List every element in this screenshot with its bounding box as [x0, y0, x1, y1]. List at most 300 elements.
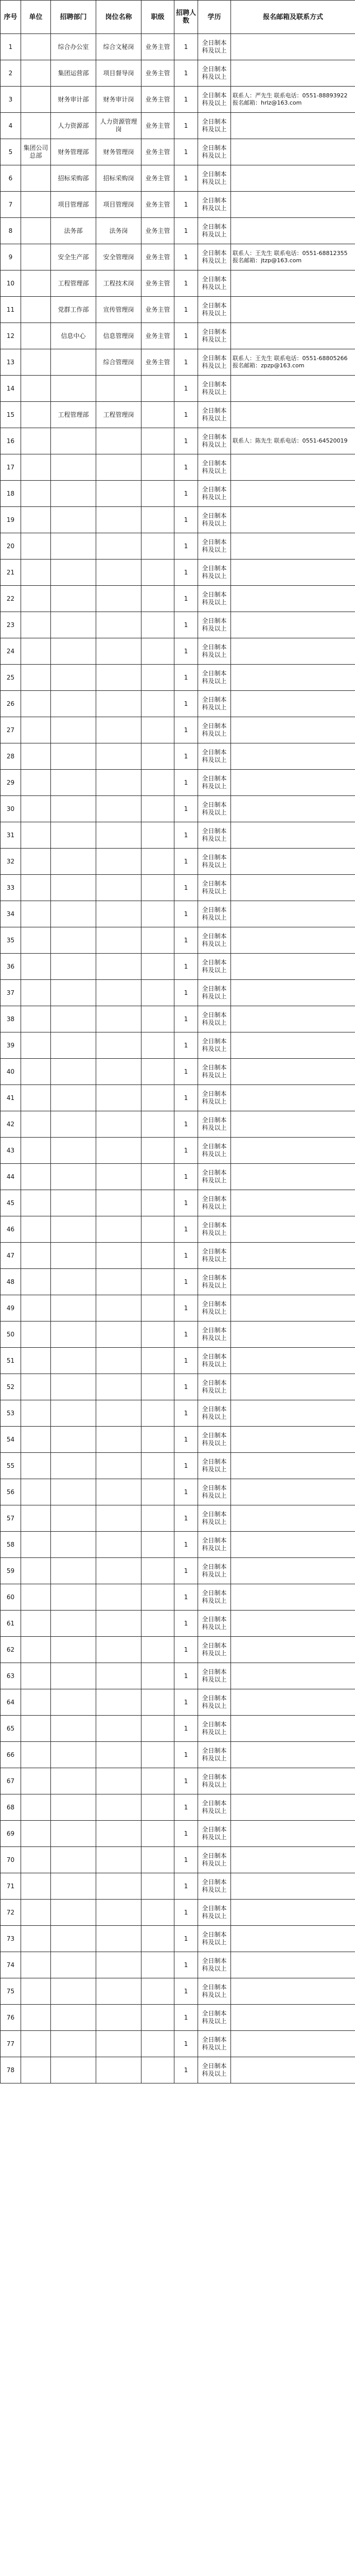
cell-unit — [21, 1400, 51, 1427]
cell-dept — [51, 1558, 96, 1584]
cell-unit — [21, 1716, 51, 1742]
cell-contact — [231, 1453, 355, 1479]
cell-level — [141, 1794, 174, 1821]
cell-unit — [21, 2005, 51, 2031]
cell-count: 1 — [174, 1453, 198, 1479]
cell-count: 1 — [174, 192, 198, 218]
cell-count: 1 — [174, 1689, 198, 1716]
cell-unit — [21, 1321, 51, 1348]
cell-edu: 全日制本科及以上 — [198, 376, 231, 402]
cell-edu: 全日制本科及以上 — [198, 901, 231, 927]
cell-edu: 全日制本科及以上 — [198, 1978, 231, 2005]
cell-seq: 32 — [1, 849, 21, 875]
cell-count: 1 — [174, 1637, 198, 1663]
cell-unit — [21, 349, 51, 376]
cell-contact — [231, 1006, 355, 1032]
cell-dept — [51, 1952, 96, 1978]
cell-dept — [51, 743, 96, 770]
header-post: 岗位名称 — [96, 1, 141, 34]
cell-level: 业务主管 — [141, 60, 174, 87]
cell-unit — [21, 822, 51, 849]
cell-post: 项目督导岗 — [96, 60, 141, 87]
cell-count: 1 — [174, 875, 198, 901]
cell-seq: 2 — [1, 60, 21, 87]
cell-contact — [231, 1689, 355, 1716]
cell-unit — [21, 954, 51, 980]
cell-dept — [51, 1532, 96, 1558]
cell-contact — [231, 454, 355, 481]
cell-seq: 23 — [1, 612, 21, 638]
cell-post — [96, 1427, 141, 1453]
cell-seq: 77 — [1, 2031, 21, 2057]
cell-post — [96, 1926, 141, 1952]
cell-level — [141, 1768, 174, 1794]
cell-count: 1 — [174, 139, 198, 165]
cell-unit — [21, 743, 51, 770]
cell-dept — [51, 1400, 96, 1427]
cell-edu: 全日制本科及以上 — [198, 1427, 231, 1453]
cell-count: 1 — [174, 1768, 198, 1794]
table-row — [1, 1532, 355, 1558]
table-row — [1, 796, 355, 822]
table-row — [1, 1216, 355, 1243]
cell-contact: 联系人：王先生 联系电话：0551-68805266 报名邮箱：zpzp@163.com — [231, 349, 355, 376]
table-header-row — [1, 1, 355, 34]
cell-edu: 全日制本科及以上 — [198, 1611, 231, 1637]
cell-level — [141, 743, 174, 770]
cell-edu: 全日制本科及以上 — [198, 980, 231, 1006]
cell-seq: 50 — [1, 1321, 21, 1348]
cell-level — [141, 665, 174, 691]
cell-edu: 全日制本科及以上 — [198, 1085, 231, 1111]
cell-level — [141, 927, 174, 954]
cell-post — [96, 1374, 141, 1400]
table-row — [1, 1558, 355, 1584]
cell-post: 综合文秘岗 — [96, 34, 141, 60]
table-row — [1, 533, 355, 560]
cell-count: 1 — [174, 1821, 198, 1847]
cell-count: 1 — [174, 1794, 198, 1821]
cell-contact — [231, 1216, 355, 1243]
cell-level — [141, 901, 174, 927]
cell-edu: 全日制本科及以上 — [198, 1689, 231, 1716]
cell-seq: 17 — [1, 454, 21, 481]
cell-level — [141, 638, 174, 665]
cell-post — [96, 1716, 141, 1742]
cell-seq: 64 — [1, 1689, 21, 1716]
cell-edu: 全日制本科及以上 — [198, 533, 231, 560]
cell-dept — [51, 1059, 96, 1085]
cell-edu: 全日制本科及以上 — [198, 1138, 231, 1164]
cell-count: 1 — [174, 218, 198, 244]
cell-dept — [51, 2031, 96, 2057]
cell-seq: 58 — [1, 1532, 21, 1558]
cell-unit — [21, 1558, 51, 1584]
cell-contact — [231, 1742, 355, 1768]
cell-dept: 党群工作部 — [51, 297, 96, 323]
cell-edu: 全日制本科及以上 — [198, 875, 231, 901]
table-row — [1, 1059, 355, 1085]
cell-edu: 全日制本科及以上 — [198, 1059, 231, 1085]
cell-seq: 44 — [1, 1164, 21, 1190]
table-row — [1, 822, 355, 849]
cell-unit — [21, 612, 51, 638]
cell-edu: 全日制本科及以上 — [198, 218, 231, 244]
cell-dept — [51, 1978, 96, 2005]
cell-edu: 全日制本科及以上 — [198, 1374, 231, 1400]
table-row — [1, 1321, 355, 1348]
cell-contact — [231, 270, 355, 297]
cell-post — [96, 481, 141, 507]
cell-unit — [21, 1900, 51, 1926]
cell-post — [96, 822, 141, 849]
cell-post — [96, 1952, 141, 1978]
cell-unit — [21, 1111, 51, 1138]
cell-edu: 全日制本科及以上 — [198, 87, 231, 113]
table-row — [1, 717, 355, 743]
cell-edu: 全日制本科及以上 — [198, 1742, 231, 1768]
cell-unit — [21, 1032, 51, 1059]
cell-seq: 69 — [1, 1821, 21, 1847]
cell-dept — [51, 481, 96, 507]
table-row — [1, 2057, 355, 2083]
cell-contact — [231, 1532, 355, 1558]
cell-unit — [21, 1453, 51, 1479]
cell-post — [96, 1348, 141, 1374]
cell-contact — [231, 34, 355, 60]
cell-unit — [21, 218, 51, 244]
cell-count: 1 — [174, 638, 198, 665]
table-row — [1, 1348, 355, 1374]
cell-post — [96, 1190, 141, 1216]
cell-seq: 1 — [1, 34, 21, 60]
cell-level — [141, 1952, 174, 1978]
cell-level — [141, 1584, 174, 1611]
table-row — [1, 454, 355, 481]
cell-unit — [21, 1216, 51, 1243]
cell-unit — [21, 691, 51, 717]
cell-count: 1 — [174, 1479, 198, 1505]
table-row — [1, 1427, 355, 1453]
cell-edu: 全日制本科及以上 — [198, 822, 231, 849]
cell-unit — [21, 1952, 51, 1978]
cell-dept: 招标采购部 — [51, 165, 96, 192]
cell-dept — [51, 1453, 96, 1479]
table-row — [1, 1794, 355, 1821]
cell-unit — [21, 113, 51, 139]
cell-unit — [21, 34, 51, 60]
cell-post — [96, 980, 141, 1006]
cell-count: 1 — [174, 1978, 198, 2005]
cell-dept — [51, 1505, 96, 1532]
cell-count: 1 — [174, 822, 198, 849]
cell-edu: 全日制本科及以上 — [198, 270, 231, 297]
cell-post — [96, 1558, 141, 1584]
cell-level — [141, 1716, 174, 1742]
cell-level — [141, 1532, 174, 1558]
cell-count: 1 — [174, 1321, 198, 1348]
cell-unit — [21, 2031, 51, 2057]
cell-count: 1 — [174, 1269, 198, 1295]
cell-unit — [21, 1164, 51, 1190]
cell-dept: 财务审计部 — [51, 87, 96, 113]
table-row — [1, 1637, 355, 1663]
cell-level — [141, 1348, 174, 1374]
cell-contact — [231, 1637, 355, 1663]
cell-seq: 38 — [1, 1006, 21, 1032]
table-row — [1, 1978, 355, 2005]
cell-count: 1 — [174, 270, 198, 297]
cell-dept — [51, 1190, 96, 1216]
cell-count: 1 — [174, 1427, 198, 1453]
table-row — [1, 1138, 355, 1164]
cell-level — [141, 2031, 174, 2057]
cell-contact — [231, 822, 355, 849]
cell-seq: 26 — [1, 691, 21, 717]
header-unit: 单位 — [21, 1, 51, 34]
cell-contact — [231, 1321, 355, 1348]
cell-unit — [21, 1873, 51, 1900]
cell-level — [141, 717, 174, 743]
cell-contact — [231, 218, 355, 244]
table-row — [1, 244, 355, 270]
cell-count: 1 — [174, 323, 198, 349]
table-row — [1, 1821, 355, 1847]
cell-seq: 10 — [1, 270, 21, 297]
cell-post — [96, 927, 141, 954]
table-row — [1, 60, 355, 87]
cell-seq: 76 — [1, 2005, 21, 2031]
table-row — [1, 323, 355, 349]
cell-dept — [51, 1584, 96, 1611]
cell-seq: 43 — [1, 1138, 21, 1164]
cell-dept — [51, 770, 96, 796]
cell-count: 1 — [174, 1532, 198, 1558]
cell-contact — [231, 927, 355, 954]
cell-level: 业务主管 — [141, 139, 174, 165]
table-row — [1, 87, 355, 113]
cell-level — [141, 1374, 174, 1400]
cell-level — [141, 1847, 174, 1873]
cell-edu: 全日制本科及以上 — [198, 1111, 231, 1138]
cell-level: 业务主管 — [141, 34, 174, 60]
cell-dept — [51, 1663, 96, 1689]
cell-seq: 24 — [1, 638, 21, 665]
cell-unit — [21, 1269, 51, 1295]
cell-edu: 全日制本科及以上 — [198, 1348, 231, 1374]
cell-edu: 全日制本科及以上 — [198, 34, 231, 60]
cell-edu: 全日制本科及以上 — [198, 1006, 231, 1032]
cell-count: 1 — [174, 717, 198, 743]
cell-dept: 工程管理部 — [51, 270, 96, 297]
cell-count: 1 — [174, 1663, 198, 1689]
cell-post — [96, 507, 141, 533]
table-row — [1, 1584, 355, 1611]
cell-post: 法务岗 — [96, 218, 141, 244]
cell-edu: 全日制本科及以上 — [198, 1243, 231, 1269]
cell-seq: 13 — [1, 349, 21, 376]
header-seq: 序号 — [1, 1, 21, 34]
cell-post — [96, 1006, 141, 1032]
cell-post — [96, 560, 141, 586]
cell-edu: 全日制本科及以上 — [198, 244, 231, 270]
cell-level — [141, 1321, 174, 1348]
cell-count: 1 — [174, 165, 198, 192]
cell-post — [96, 1321, 141, 1348]
cell-count: 1 — [174, 1873, 198, 1900]
cell-dept: 信息中心 — [51, 323, 96, 349]
header-edu: 学历 — [198, 1, 231, 34]
cell-dept — [51, 1689, 96, 1716]
cell-contact — [231, 665, 355, 691]
table-row — [1, 1689, 355, 1716]
table-row — [1, 192, 355, 218]
cell-dept — [51, 507, 96, 533]
cell-unit — [21, 1637, 51, 1663]
table-row — [1, 1190, 355, 1216]
cell-dept — [51, 796, 96, 822]
cell-count: 1 — [174, 796, 198, 822]
cell-edu: 全日制本科及以上 — [198, 1873, 231, 1900]
cell-post: 财务审计岗 — [96, 87, 141, 113]
cell-edu: 全日制本科及以上 — [198, 1926, 231, 1952]
cell-count: 1 — [174, 1505, 198, 1532]
table-row — [1, 1926, 355, 1952]
cell-edu: 全日制本科及以上 — [198, 796, 231, 822]
cell-unit — [21, 665, 51, 691]
cell-unit — [21, 1768, 51, 1794]
header-dept: 招聘部门 — [51, 1, 96, 34]
cell-post — [96, 1479, 141, 1505]
cell-dept: 人力资源部 — [51, 113, 96, 139]
cell-contact — [231, 1900, 355, 1926]
table-row — [1, 901, 355, 927]
table-row — [1, 1611, 355, 1637]
cell-count: 1 — [174, 560, 198, 586]
cell-unit — [21, 1584, 51, 1611]
cell-seq: 4 — [1, 113, 21, 139]
cell-edu: 全日制本科及以上 — [198, 1453, 231, 1479]
cell-seq: 60 — [1, 1584, 21, 1611]
table-row — [1, 1847, 355, 1873]
cell-contact — [231, 1164, 355, 1190]
cell-unit — [21, 927, 51, 954]
cell-edu: 全日制本科及以上 — [198, 1479, 231, 1505]
table-row — [1, 1111, 355, 1138]
cell-contact — [231, 1611, 355, 1637]
cell-unit — [21, 402, 51, 428]
cell-edu: 全日制本科及以上 — [198, 192, 231, 218]
cell-level — [141, 1873, 174, 1900]
cell-level — [141, 454, 174, 481]
cell-edu: 全日制本科及以上 — [198, 1321, 231, 1348]
cell-dept — [51, 1873, 96, 1900]
cell-post — [96, 1216, 141, 1243]
cell-dept — [51, 691, 96, 717]
cell-post — [96, 1663, 141, 1689]
cell-unit — [21, 1978, 51, 2005]
cell-seq: 65 — [1, 1716, 21, 1742]
cell-edu: 全日制本科及以上 — [198, 297, 231, 323]
cell-dept — [51, 849, 96, 875]
cell-level — [141, 402, 174, 428]
cell-post: 人力资源管理岗 — [96, 113, 141, 139]
cell-contact — [231, 954, 355, 980]
cell-unit — [21, 980, 51, 1006]
cell-dept — [51, 980, 96, 1006]
cell-level — [141, 481, 174, 507]
cell-edu: 全日制本科及以上 — [198, 428, 231, 454]
cell-count: 1 — [174, 1558, 198, 1584]
table-row — [1, 1243, 355, 1269]
cell-post — [96, 1295, 141, 1321]
cell-post — [96, 1768, 141, 1794]
cell-seq: 73 — [1, 1926, 21, 1952]
cell-post: 信息管理岗 — [96, 323, 141, 349]
cell-contact — [231, 1505, 355, 1532]
cell-edu: 全日制本科及以上 — [198, 1847, 231, 1873]
cell-dept: 法务部 — [51, 218, 96, 244]
cell-post: 项目管理岗 — [96, 192, 141, 218]
cell-seq: 68 — [1, 1794, 21, 1821]
cell-count: 1 — [174, 2005, 198, 2031]
cell-dept — [51, 1794, 96, 1821]
header-level: 职级 — [141, 1, 174, 34]
cell-edu: 全日制本科及以上 — [198, 1558, 231, 1584]
cell-level — [141, 1216, 174, 1243]
cell-level — [141, 507, 174, 533]
cell-edu: 全日制本科及以上 — [198, 2057, 231, 2083]
cell-unit — [21, 560, 51, 586]
table-row — [1, 1164, 355, 1190]
cell-level — [141, 2005, 174, 2031]
cell-count: 1 — [174, 297, 198, 323]
cell-edu: 全日制本科及以上 — [198, 1216, 231, 1243]
cell-contact — [231, 1926, 355, 1952]
cell-edu: 全日制本科及以上 — [198, 1032, 231, 1059]
cell-edu: 全日制本科及以上 — [198, 586, 231, 612]
cell-post — [96, 717, 141, 743]
cell-seq: 21 — [1, 560, 21, 586]
cell-post — [96, 1243, 141, 1269]
cell-contact — [231, 1873, 355, 1900]
cell-count: 1 — [174, 1059, 198, 1085]
cell-post: 工程管理岗 — [96, 402, 141, 428]
cell-level — [141, 1505, 174, 1532]
cell-contact — [231, 1243, 355, 1269]
cell-seq: 55 — [1, 1453, 21, 1479]
cell-level — [141, 1427, 174, 1453]
cell-dept — [51, 1768, 96, 1794]
cell-count: 1 — [174, 1900, 198, 1926]
cell-contact — [231, 2057, 355, 2083]
cell-unit — [21, 901, 51, 927]
cell-post: 安全管理岗 — [96, 244, 141, 270]
table-row — [1, 165, 355, 192]
cell-edu: 全日制本科及以上 — [198, 1505, 231, 1532]
cell-level — [141, 1663, 174, 1689]
cell-contact — [231, 770, 355, 796]
table-row — [1, 1768, 355, 1794]
header-contact: 报名邮箱及联系方式 — [231, 1, 355, 34]
cell-contact — [231, 1663, 355, 1689]
cell-contact — [231, 1978, 355, 2005]
cell-unit — [21, 1006, 51, 1032]
cell-dept: 安全生产部 — [51, 244, 96, 270]
cell-dept — [51, 1216, 96, 1243]
cell-post — [96, 376, 141, 402]
cell-edu: 全日制本科及以上 — [198, 927, 231, 954]
